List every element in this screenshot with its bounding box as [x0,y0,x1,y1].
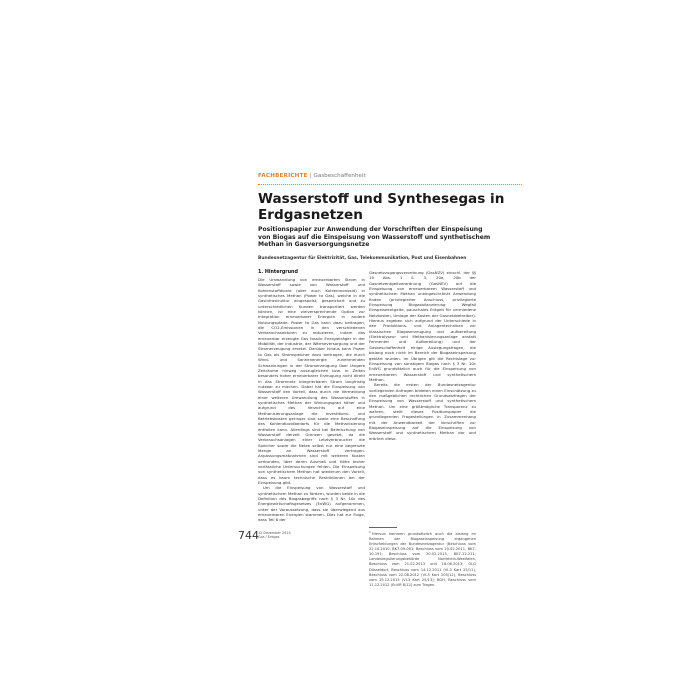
article-author: Bundesnetzagentur für Elektrizität, Gas, Telekommunikation, Post und Eisenbahnen [258,256,467,261]
paragraph: Gasnetzzugangsverordnung (GasNZV) einschl. der §§ 19 Abs. 1 S. 3, 20a, 20b der Gasnetzentgeltverordnung (GasNEV) auf die Einspeisung von erneuerbarem Wasserstoff und synthetischem Methan uneingeschränkt Anwendung finden (privilegierter Anschluss, privilegierte Einspeisung Biogasbilanzierung Wegfall Einspeiseentgelte, pauschales Entgelt für vermiedene Netzkosten, Umlage der Kosten der Gasnetzbetreiber). Hieraus ergeben sich aufgrund der Unterschiede in den Produktions- und Anlagentechniken zur klassischen Biogaserzeugung und -aufbereitung (Elektrolyseur und Methanisierungsanlage anstatt Fermenter und Aufbereitung) und der Gasbeschaffenheit einige Auslegungsfragen, die bislang noch nicht im Bereich der Biogaseinspeisung geklärt wurden. Im Übrigen gilt die Rechtslage zur Einspeisung von sonstigem Biogas nach § 3 Nr. 10c EnWG grundsätzlich auch für die Einspeisung von erneuerbarem Wasserstoff und synthetischem Methan. [369,270,476,382]
footnote-divider [369,527,397,528]
paragraph: Die Umwandlung von erneuerbarem Strom in Wasserstoff sowie von Wasserstoff und Kohlenstoffdioxid (oder auch Kohlenmonoxid) in synthetisches Methan (Power to Gas), welche in die Gasinfrastruktur eingespeist, gespeichert und zu unterschiedlichen Kunden transportiert werden können, ist eine vielversprechende Option zur Integration erneuerbarer Energien in andere Nutzungspfade. Power to Gas kann dazu beitragen, die CO2-Emissionen in den verschiedenen Verbrauchssektoren zu reduzieren, indem das erneuerbar erzeugte Gas fossile Energieträger in der Mobilität, der Industrie, der Wärmeversorgung und der Stromerzeugung ersetzt. Darüber hinaus kann Power to Gas als Stromspeicher dazu beitragen, die durch Wind- und Sonnenenergie zunehmenden Schwankungen in der Stromerzeugung über längere Zeiträume hinweg auszugleichen bzw. in Zeiten besonders hoher erneuerbarer Erzeugung nicht direkt in das Stromnetz integrierbaren Strom langfristig nutzbar zu machen. Dabei hat die Einspeisung von Wasserstoff den Vorteil, dass durch die Vermeidung einer weiteren Umwandlung des Wasserstoffes in synthetisches Methan der Wirkungsgrad höher und aufgrund des Verzichts auf eine Methanisierungsanlage die Investitions- und Betriebskosten geringer sind sowie eine Beschaffung des Kohlendioxidbedarfs für die Methanisierung entfallen kann. Allerdings sind bei Beimischung von Wasserstoff derzeit Grenzen gesetzt, da die Verbrauchsanlagen einer Letztverbraucher die Speicher sowie die Netze selbst nur eine begrenzte Menge an Wasserstoff vertragen. Anpassungsmaßnahmen sind mit weiteren Kosten verbunden, über deren Ausmaß und Höhe bisher verlässliche Untersuchungen fehlen. Die Einspeisung von synthetischem Methan hat wiederum den Vorteil, dass es kaum technische Restriktionen bei der Einspeisung gibt. [258,277,365,486]
paragraph: Um die Einspeisung von Wasserstoff und synthetischem Methan zu fördern, wurden beide in die Definition des Biogasbegriffs nach § 3 Nr. 10c des Energiewirtschaftsgesetzes (EnWG) aufgenommen, unter der Voraussetzung, dass sie überwiegend aus erneuerbaren Energien stammen. Dies hat zur Folge, dass Teil 6 der [258,485,365,523]
page-number: 744 [238,529,259,542]
footnote-number: 1 [369,530,371,534]
journal-info [258,531,291,540]
section-heading: 1. Hintergrund [258,270,298,275]
left-column [258,270,365,523]
paragraph: Bereits die ersten der Bundesnetzagentur vorliegenden Anfragen bildeten einen Einschätzung zu den maßgeblichen rechtlichen Grundsatzfragen der Einspeisung von Wasserstoff und synthetischem Methan. Um eine größtmögliche Transparenz zu wahren, stellt dieses Positionspapier die grundlegenden Fragestellungen in Zusammenhang mit der Anwendbarkeit der Vorschriften zur Biogaseinspeisung auf die Einspeisung von Wasserstoff und synthetischem Methan dar und erörtert diese. [369,382,476,441]
footnote-text: Hiervon kommen grundsätzlich auch die bislang im Rahmen der Biogaseinspeisung ergangenen Entscheidungen der Bundesnetzagentur (Beschluss vom 22.10.2010, BK7-09-001; Beschluss vom 25.02.2011, BK7-10-191; Beschluss vom 20.02.2013, BK7-12-211; Landesregulierungsbehörde Nordrhein-Westfalen, Beschluss vom 21.02.2013 und 18.06.2013; OLG Düsseldorf, Beschluss vom 14.12.2011 (VI-3 Kart 25/11), Beschluss vom 22.08.2012 (VI-3 Kart 205/12), Beschluss vom 19.12.2013 (VI-3 Kart 25/13); BGH, Beschluss vom 11.12.2012 (EnVR 8/12) zum Tragen. [369,532,476,587]
header-category: FACHBERICHTE [258,173,308,179]
right-column [369,270,476,441]
section-header [258,172,522,185]
journal-issue: 12 Dezember 2014 [258,531,291,535]
journal-name: Gas / Erdgas [258,535,280,540]
article-subtitle: Positionspapier zur Anwendung der Vorschriften der Einspeisung von Biogas auf die Einspeisung von Wasserstoff und synthetischem Methan in Gasversorgungsnetze [258,226,491,249]
header-separator: | [309,173,312,179]
header-subcategory: Gasbeschaffenheit [313,173,366,179]
footnote [369,530,476,588]
article-title: Wasserstoff und Synthesegas in Erdgasnetzen [258,191,505,223]
